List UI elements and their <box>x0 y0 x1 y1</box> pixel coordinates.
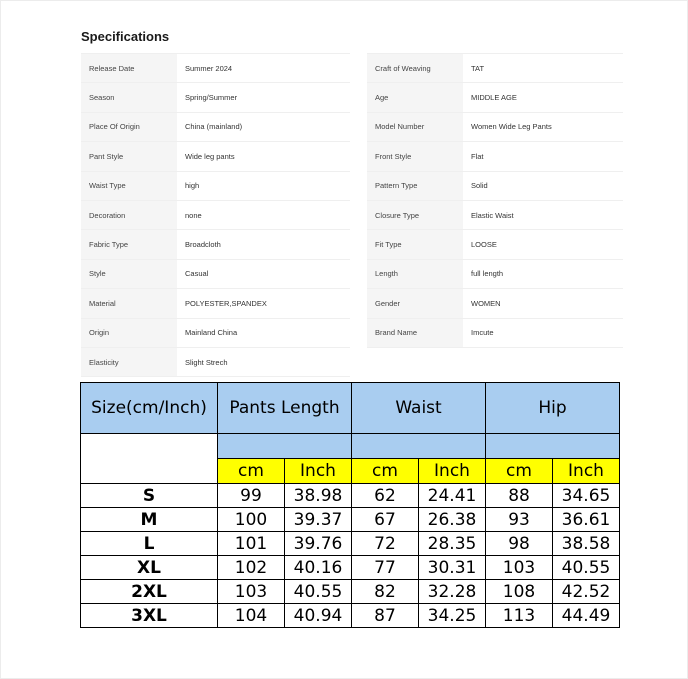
waist-header: Waist <box>352 383 486 434</box>
size-cell: S <box>81 484 218 508</box>
spec-key: Elasticity <box>81 347 177 376</box>
spec-key: Craft of Weaving <box>367 54 463 83</box>
size-row <box>81 508 620 532</box>
waist-cm-cell: 62 <box>352 484 419 508</box>
spec-value: Spring/Summer <box>177 83 350 112</box>
waist-cm-cell: 72 <box>352 532 419 556</box>
waist-subheader <box>352 434 486 459</box>
spec-row <box>81 112 623 141</box>
size-cell: 2XL <box>81 580 218 604</box>
spec-value: POLYESTER,SPANDEX <box>177 289 350 318</box>
hip-cm-cell: 113 <box>486 604 553 628</box>
unit-cm: cm <box>218 459 285 484</box>
unit-cm: cm <box>352 459 419 484</box>
spec-key: Fit Type <box>367 230 463 259</box>
size-row <box>81 484 620 508</box>
size-header-blank <box>81 434 218 484</box>
size-chart-table <box>80 382 620 628</box>
spec-key: Style <box>81 259 177 288</box>
spec-key: Origin <box>81 318 177 347</box>
length-cm-cell: 103 <box>218 580 285 604</box>
spec-value: WOMEN <box>463 289 623 318</box>
waist-cm-cell: 77 <box>352 556 419 580</box>
spec-empty <box>367 347 463 376</box>
unit-inch: Inch <box>285 459 352 484</box>
hip-inch-cell: 40.55 <box>553 556 620 580</box>
size-header: Size(cm/Inch) <box>81 383 218 434</box>
spec-value: Solid <box>463 171 623 200</box>
spec-key: Material <box>81 289 177 318</box>
length-cm-cell: 99 <box>218 484 285 508</box>
spec-key: Decoration <box>81 200 177 229</box>
spec-value: none <box>177 200 350 229</box>
spec-gap <box>350 200 367 229</box>
length-cm-cell: 100 <box>218 508 285 532</box>
size-cell: XL <box>81 556 218 580</box>
length-inch-cell: 40.55 <box>285 580 352 604</box>
spec-empty <box>463 347 623 376</box>
spec-value: LOOSE <box>463 230 623 259</box>
spec-row <box>81 347 623 376</box>
spec-value: Slight Strech <box>177 347 350 376</box>
spec-gap <box>350 347 367 376</box>
spec-gap <box>350 289 367 318</box>
spec-row <box>81 83 623 112</box>
spec-row <box>81 318 623 347</box>
spec-key: Waist Type <box>81 171 177 200</box>
specifications-table <box>81 53 623 377</box>
unit-cm: cm <box>486 459 553 484</box>
spec-row <box>81 200 623 229</box>
spec-row <box>81 259 623 288</box>
size-cell: L <box>81 532 218 556</box>
spec-gap <box>350 171 367 200</box>
waist-cm-cell: 67 <box>352 508 419 532</box>
spec-value: Casual <box>177 259 350 288</box>
hip-inch-cell: 38.58 <box>553 532 620 556</box>
spec-key: Front Style <box>367 142 463 171</box>
spec-gap <box>350 259 367 288</box>
spec-key: Pattern Type <box>367 171 463 200</box>
spec-value: Imcute <box>463 318 623 347</box>
waist-cm-cell: 87 <box>352 604 419 628</box>
length-inch-cell: 39.76 <box>285 532 352 556</box>
spec-value: Flat <box>463 142 623 171</box>
spec-gap <box>350 54 367 83</box>
length-inch-cell: 38.98 <box>285 484 352 508</box>
hip-inch-cell: 42.52 <box>553 580 620 604</box>
waist-inch-cell: 26.38 <box>419 508 486 532</box>
spec-key: Place Of Origin <box>81 112 177 141</box>
spec-key: Length <box>367 259 463 288</box>
hip-inch-cell: 34.65 <box>553 484 620 508</box>
waist-inch-cell: 34.25 <box>419 604 486 628</box>
spec-key: Pant Style <box>81 142 177 171</box>
spec-key: Age <box>367 83 463 112</box>
unit-inch: Inch <box>553 459 620 484</box>
spec-gap <box>350 230 367 259</box>
length-inch-cell: 39.37 <box>285 508 352 532</box>
size-row <box>81 556 620 580</box>
length-cm-cell: 102 <box>218 556 285 580</box>
waist-inch-cell: 28.35 <box>419 532 486 556</box>
spec-value: Elastic Waist <box>463 200 623 229</box>
spec-key: Model Number <box>367 112 463 141</box>
size-row <box>81 532 620 556</box>
spec-row <box>81 171 623 200</box>
hip-inch-cell: 44.49 <box>553 604 620 628</box>
size-cell: 3XL <box>81 604 218 628</box>
length-cm-cell: 101 <box>218 532 285 556</box>
spec-value: Women Wide Leg Pants <box>463 112 623 141</box>
hip-inch-cell: 36.61 <box>553 508 620 532</box>
hip-cm-cell: 88 <box>486 484 553 508</box>
hip-header: Hip <box>486 383 620 434</box>
spec-row <box>81 230 623 259</box>
spec-gap <box>350 318 367 347</box>
hip-subheader <box>486 434 620 459</box>
spec-key: Brand Name <box>367 318 463 347</box>
spec-value: Broadcloth <box>177 230 350 259</box>
pants-length-subheader <box>218 434 352 459</box>
length-inch-cell: 40.16 <box>285 556 352 580</box>
spec-value: MIDDLE AGE <box>463 83 623 112</box>
spec-value: China (mainland) <box>177 112 350 141</box>
hip-cm-cell: 98 <box>486 532 553 556</box>
spec-gap <box>350 83 367 112</box>
spec-key: Closure Type <box>367 200 463 229</box>
hip-cm-cell: 93 <box>486 508 553 532</box>
hip-cm-cell: 108 <box>486 580 553 604</box>
spec-value: high <box>177 171 350 200</box>
waist-inch-cell: 24.41 <box>419 484 486 508</box>
spec-row <box>81 289 623 318</box>
spec-key: Season <box>81 83 177 112</box>
size-cell: M <box>81 508 218 532</box>
spec-key: Gender <box>367 289 463 318</box>
unit-inch: Inch <box>419 459 486 484</box>
spec-gap <box>350 112 367 141</box>
spec-gap <box>350 142 367 171</box>
spec-value: Summer 2024 <box>177 54 350 83</box>
size-row <box>81 580 620 604</box>
spec-value: full length <box>463 259 623 288</box>
waist-cm-cell: 82 <box>352 580 419 604</box>
spec-key: Release Date <box>81 54 177 83</box>
length-inch-cell: 40.94 <box>285 604 352 628</box>
size-row <box>81 604 620 628</box>
spec-value: Mainland China <box>177 318 350 347</box>
waist-inch-cell: 32.28 <box>419 580 486 604</box>
spec-value: Wide leg pants <box>177 142 350 171</box>
length-cm-cell: 104 <box>218 604 285 628</box>
waist-inch-cell: 30.31 <box>419 556 486 580</box>
spec-key: Fabric Type <box>81 230 177 259</box>
spec-value: TAT <box>463 54 623 83</box>
spec-row <box>81 142 623 171</box>
hip-cm-cell: 103 <box>486 556 553 580</box>
pants-length-header: Pants Length <box>218 383 352 434</box>
spec-row <box>81 54 623 83</box>
specifications-title: Specifications <box>81 29 170 44</box>
